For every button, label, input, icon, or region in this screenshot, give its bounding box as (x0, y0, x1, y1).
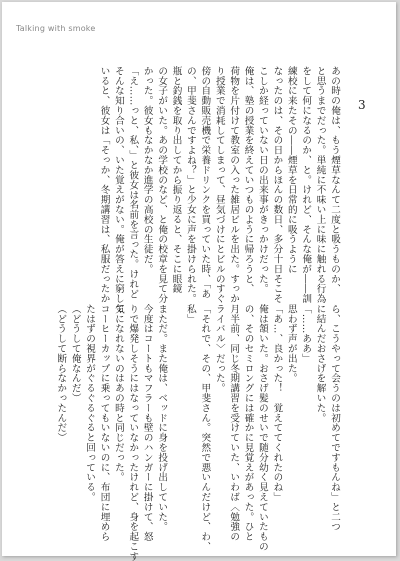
text-line: 私」 (184, 304, 196, 324)
text-line: 気になれないのはあの時と同じだった。 (112, 304, 124, 483)
text-line: そんな知り合いの、いた覚えがない。俺が答えに窮して (112, 66, 124, 314)
running-title: Talking with smoke (16, 24, 96, 33)
text-line: に結んだおさげを解いた。 (314, 304, 326, 423)
text-line: あの時の俺は、もう煙草なんて二度と吸うものか、 (329, 66, 340, 294)
book-page (2, 2, 396, 561)
text-line: 「え……っと、私、」と彼女は名前を言った。けれど (127, 66, 139, 299)
text-line: 練校に来たその――煙草を日常的に吸うように (285, 66, 297, 274)
text-line: 月半前、同じ冬期講習を受けていた、いわば〈勉強の (228, 304, 240, 542)
text-line: 瓶と釣銭を取り出してから振り返ると、そこに眼鏡 (170, 66, 182, 294)
page-number: 3 (358, 98, 366, 112)
text-line: たはずの視界がぐるぐるぐると回っている。 (84, 304, 96, 502)
text-line: なったのは、その日からほんの数日、多分十日そこそ (271, 66, 283, 304)
upper-text-block (61, 66, 341, 314)
text-line: 俺は頷いた。おさげ髪のせいで随分幼く見えていたもの (256, 304, 268, 552)
text-line: 思わず声が出た。 (285, 304, 297, 384)
text-line: コーヒーカップに乗ってもいないのに、布団に埋めら (98, 304, 110, 542)
text-line (168, 304, 182, 536)
text-line: まただ。また俺は、ベッドに身を投げ出していた。 (156, 304, 168, 532)
text-line: 「あ…、良かった！ 覚えててくれたのね」 (271, 304, 283, 502)
text-line: の、そのセミロングには確かに見覚えがあった。ひと (242, 304, 254, 542)
text-line: （どうして断らなかったんだ） (55, 304, 67, 443)
lower-text-block (55, 304, 341, 561)
text-line: 俺は、塾の授業を終えていつものように帰ろうと、 (242, 66, 254, 294)
text-line: こしか経っていない日の出来事がきっかけだった。 (256, 66, 268, 294)
text-line: 「それで、その、甲斐さん。突然で悪いんだけど、わ、 (199, 304, 211, 552)
text-line: 今度はコートもマフラーも壁のハンガーに掛けて、怒 (141, 304, 153, 542)
text-line: りで爆発しそうにはなっていなかったけれど、身を起こす (127, 304, 139, 561)
text-line: の女子がいた。あの学校のなど、と俺の校章を見て分 (156, 66, 168, 304)
text-line: をして何になるのか、と。けれど、そんな俺が――訓 (300, 66, 312, 304)
text-line: ライバル〉だった。 (213, 304, 225, 394)
text-line: 荷物を片付けて教室の入った雑居ビルを出た。すっか (228, 66, 240, 304)
text-line: 「……ああ」 (300, 304, 312, 364)
text-line: 傍の自動販売機で栄養ドリンクを買っていた時、「あ (199, 66, 211, 299)
text-line: の、甲斐さんですよね？」と少女に声を掛けられた。 (184, 66, 196, 304)
text-line: いると、彼女は「そっか、冬期講習は、私服だったか (98, 66, 110, 304)
text-line: と思うまでだった。単純に不味い上に味に触れる行為 (314, 66, 326, 304)
text-line: かった。彼女もなかなか進学の高校の生徒だ。 (141, 66, 153, 274)
text-line: り授業で消耗してしまって、昼気づけにとビルのすぐ (213, 66, 225, 304)
text-line: （どうして俺なんだ） (69, 304, 81, 403)
text-line: ら、こうやって会うのは初めてですもんね」と二つ (329, 304, 340, 532)
